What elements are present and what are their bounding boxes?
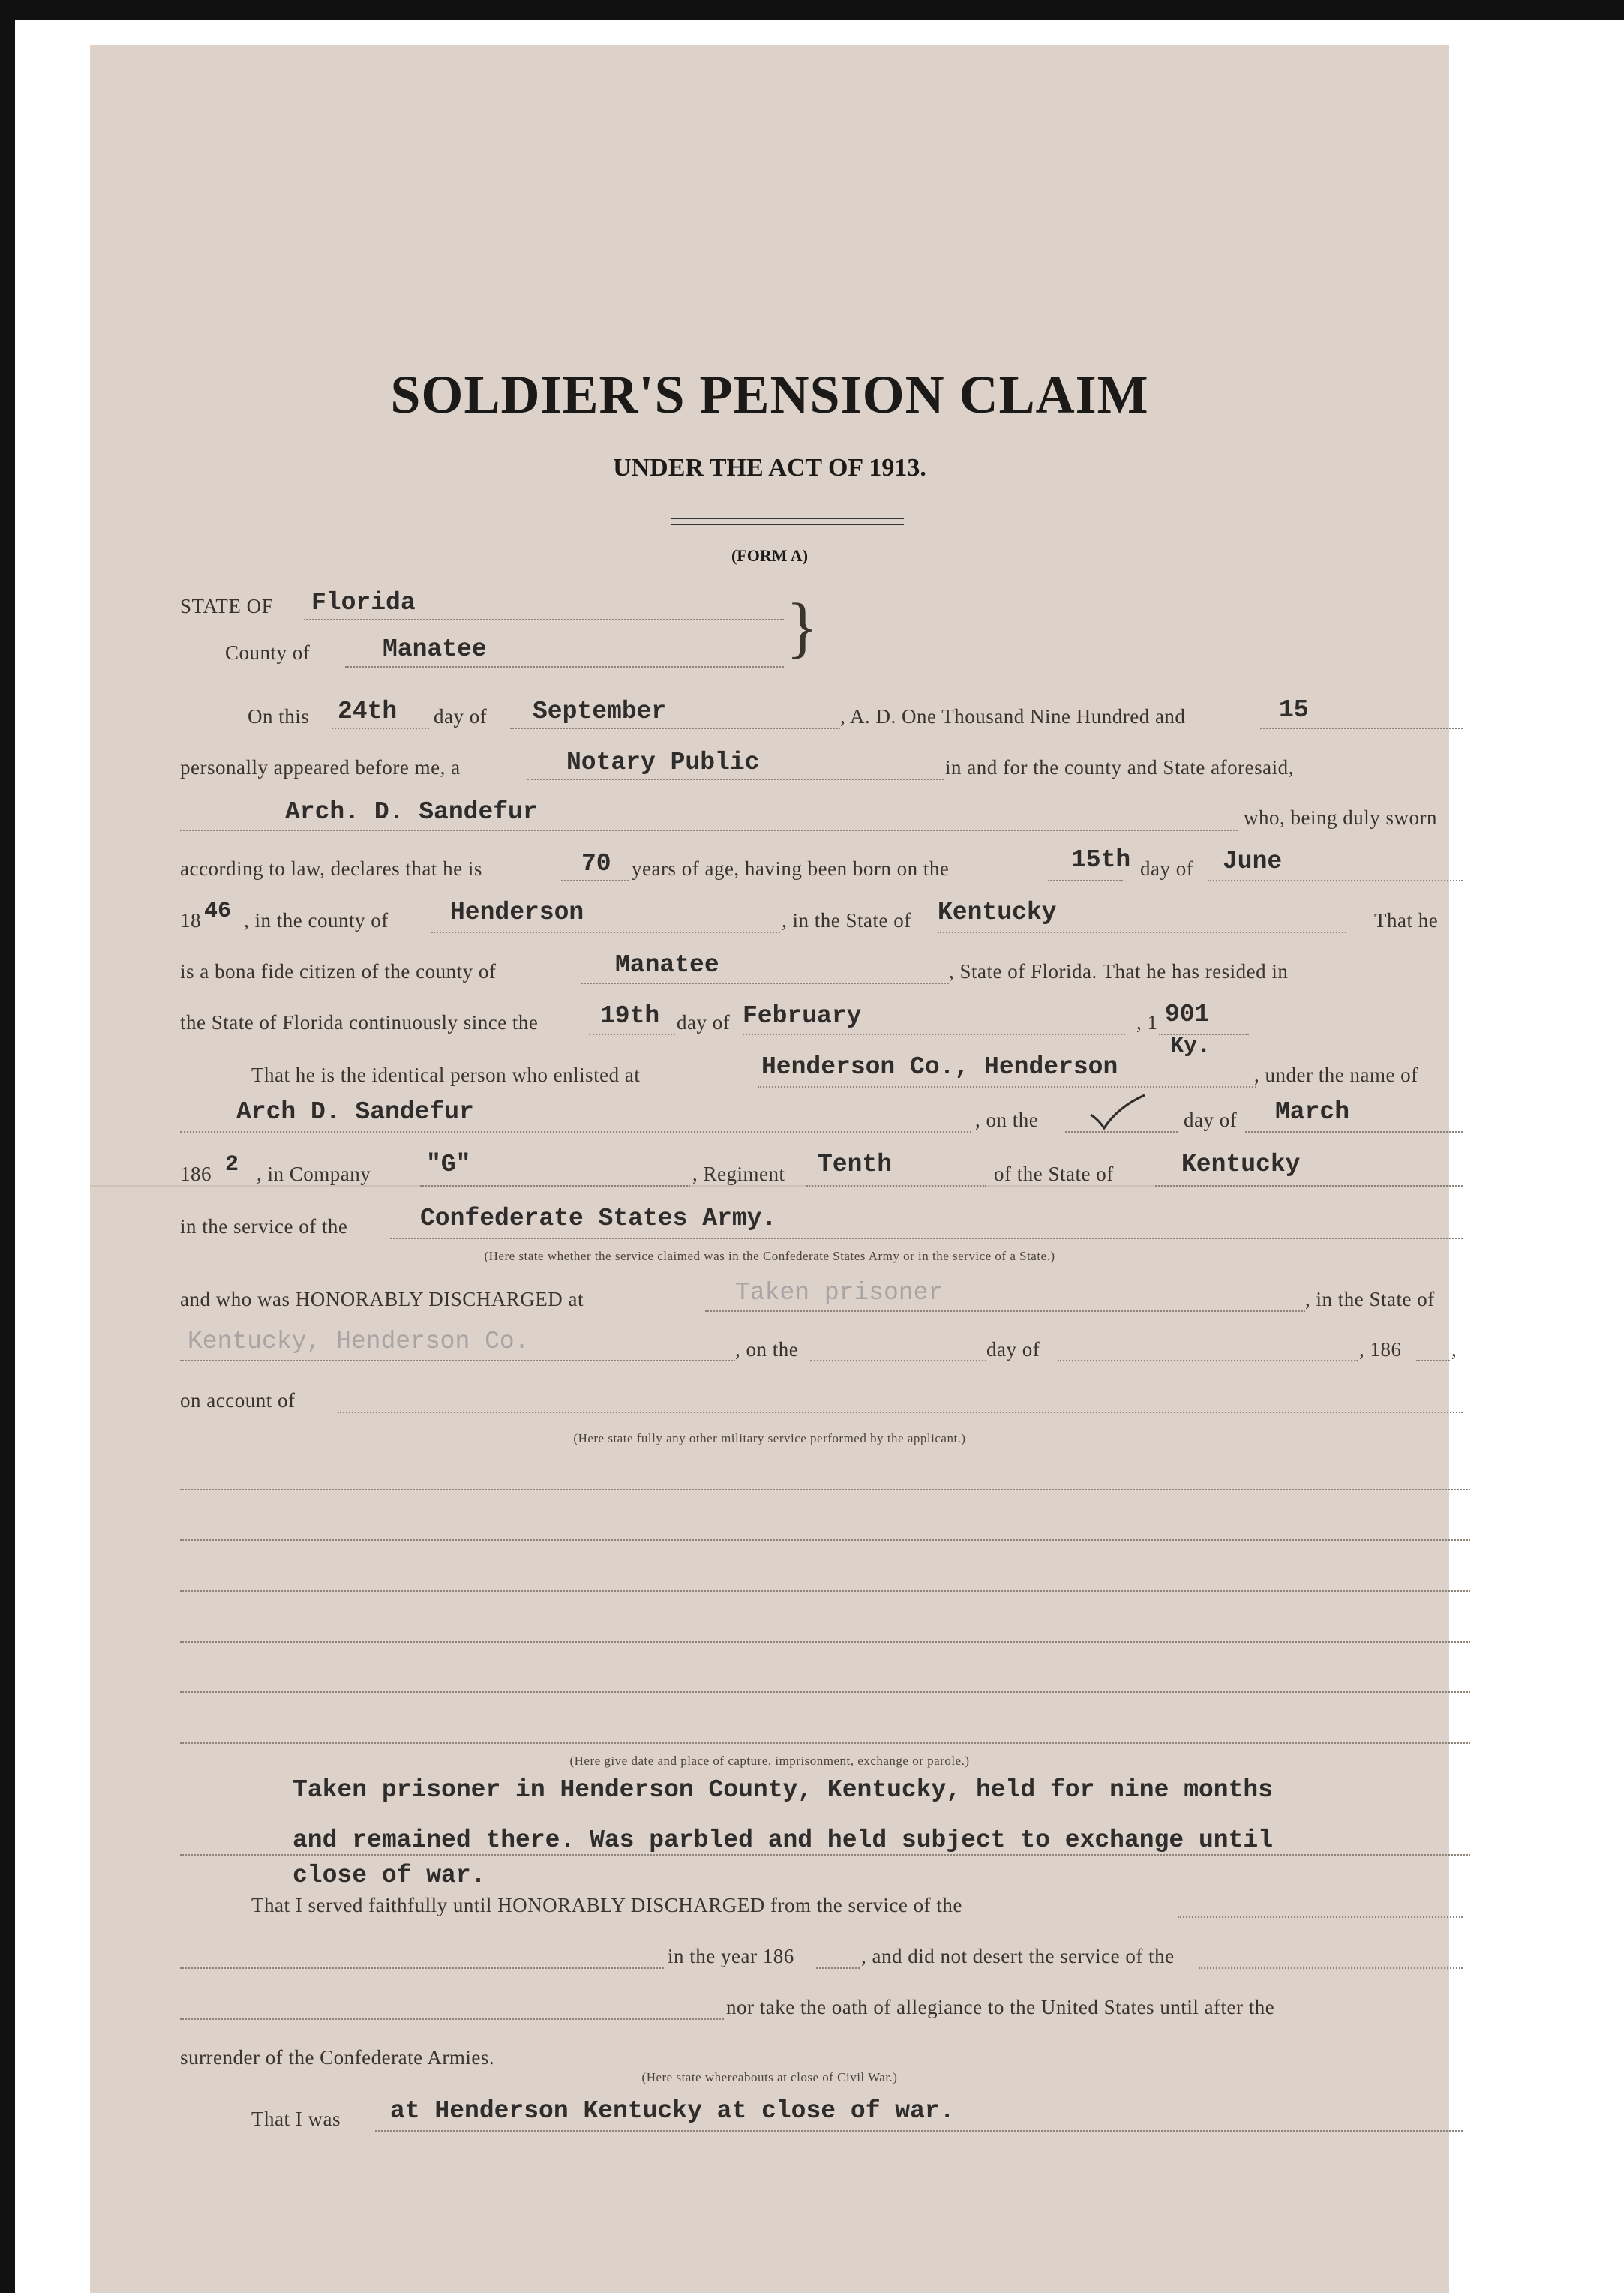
birth-state-line — [938, 932, 1346, 933]
text-comma-1: , 1 — [1136, 1011, 1158, 1034]
enlist-state-abbr[interactable]: Ky. — [1170, 1034, 1211, 1059]
form-subtitle: UNDER THE ACT OF 1913. — [613, 454, 926, 482]
service-line — [390, 1238, 1463, 1239]
birth-county-line — [431, 932, 780, 933]
residence-month-line — [743, 1034, 1125, 1035]
text-that-i-was: That I was — [251, 2108, 341, 2130]
text-on-the: , on the — [975, 1109, 1039, 1131]
narrative-line-1 — [180, 1854, 1470, 1856]
text-in-state: , in the State of — [782, 909, 911, 932]
text-in-county: , in the county of — [244, 909, 389, 932]
birth-month-line — [1208, 880, 1463, 881]
enlist-year[interactable]: 2 — [225, 1152, 239, 1178]
subtitle-rule — [671, 518, 904, 525]
oath-year[interactable]: 15 — [1279, 696, 1309, 724]
text-on-account: on account of — [180, 1389, 296, 1412]
text-day-of: day of — [434, 705, 488, 728]
service-branch[interactable]: Confederate States Army. — [420, 1205, 777, 1232]
claimant-age[interactable]: 70 — [581, 850, 611, 878]
oath-day[interactable]: 24th — [338, 698, 398, 725]
company[interactable]: "G" — [426, 1151, 471, 1178]
enlist-place[interactable]: Henderson Co., Henderson — [761, 1053, 1118, 1081]
text-appeared: personally appeared before me, a — [180, 756, 461, 779]
county-line — [345, 666, 784, 668]
enlist-month-line — [1245, 1131, 1463, 1133]
text-service-of: in the service of the — [180, 1215, 348, 1238]
birth-state[interactable]: Kentucky — [938, 899, 1057, 926]
pension-form-page — [90, 45, 1457, 2293]
text-18: 18 — [180, 909, 201, 932]
text-in-state-of: , in the State of — [1305, 1288, 1435, 1310]
blank-line-5 — [180, 1691, 1470, 1693]
served-service-line — [1178, 1916, 1463, 1918]
text-served-faithfully: That I served faithfully until HONORABLY DISCHARGED from the service of the — [251, 1894, 962, 1916]
form-label: (FORM A) — [731, 546, 809, 565]
enlist-name-line — [180, 1131, 971, 1133]
company-line — [420, 1185, 690, 1187]
claimant-name[interactable]: Arch. D. Sandefur — [285, 798, 538, 826]
state-label: STATE OF — [180, 595, 274, 617]
birth-year[interactable]: 46 — [204, 899, 232, 924]
regiment-line — [806, 1185, 986, 1187]
year-line — [1260, 728, 1463, 729]
blank-line-1 — [180, 1489, 1470, 1490]
state-line — [304, 619, 784, 620]
discharge-place[interactable]: Taken prisoner — [735, 1279, 944, 1307]
note-whereabouts: (Here state whereabouts at close of Civil War.) — [641, 2070, 898, 2084]
account-line — [338, 1412, 1463, 1413]
discharge-state-line — [180, 1360, 735, 1361]
narrative-text-1[interactable]: Taken prisoner in Henderson County, Kentucky, held for nine months — [293, 1776, 1274, 1804]
birth-month[interactable]: June — [1223, 848, 1283, 875]
text-day-of-3: day of — [677, 1011, 731, 1034]
month-line — [510, 728, 840, 729]
text-186-2: , 186 — [1359, 1338, 1402, 1361]
blank-line-2 — [180, 1539, 1470, 1541]
oath-month[interactable]: September — [533, 698, 667, 725]
text-on-the-2: , on the — [735, 1338, 799, 1361]
regiment[interactable]: Tenth — [818, 1151, 893, 1178]
text-company: , in Company — [257, 1163, 371, 1185]
text-under-name: , under the name of — [1254, 1064, 1418, 1086]
enlist-place-line — [758, 1086, 1256, 1088]
text-of-state: of the State of — [994, 1163, 1114, 1185]
blank-line-6 — [180, 1742, 1470, 1744]
residence-county-line — [581, 983, 949, 984]
scan-border-left — [0, 0, 15, 2293]
residence-month[interactable]: February — [743, 1002, 862, 1030]
text-that-he: That he — [1374, 909, 1439, 932]
county-label: County of — [225, 641, 311, 664]
text-discharged-at: and who was HONORABLY DISCHARGED at — [180, 1288, 584, 1310]
text-comma-2: , — [1451, 1338, 1457, 1361]
text-did-not-desert: , and did not desert the service of the — [861, 1945, 1175, 1967]
whereabouts-line — [375, 2130, 1463, 2132]
enlist-month[interactable]: March — [1275, 1098, 1350, 1126]
served-line-2 — [180, 1967, 664, 1969]
text-born: years of age, having been born on the — [632, 857, 950, 880]
oath-line — [180, 2018, 724, 2020]
county-value[interactable]: Manatee — [383, 635, 487, 663]
birth-county[interactable]: Henderson — [450, 899, 584, 926]
state-value[interactable]: Florida — [311, 589, 416, 617]
regiment-state[interactable]: Kentucky — [1181, 1151, 1301, 1178]
officer-line — [527, 779, 944, 780]
text-declares: according to law, declares that he is — [180, 857, 482, 880]
blank-line-3 — [180, 1590, 1470, 1592]
text-ad: , A. D. One Thousand Nine Hundred and — [840, 705, 1186, 728]
note-service-type: (Here state whether the service claimed was in the Confederate States Army or in the service of a State.) — [484, 1249, 1055, 1263]
discharge-state[interactable]: Kentucky, Henderson Co. — [188, 1328, 530, 1355]
text-day-of-2: day of — [1140, 857, 1194, 880]
discharge-place-line — [705, 1310, 1305, 1312]
text-in-year: in the year 186 — [668, 1945, 794, 1967]
residence-day[interactable]: 19th — [600, 1002, 660, 1030]
whereabouts-value[interactable]: at Henderson Kentucky at close of war. — [390, 2097, 955, 2125]
form-title: SOLDIER'S PENSION CLAIM — [390, 365, 1149, 425]
text-resided: , State of Florida. That he has resided in — [949, 960, 1289, 983]
residence-year[interactable]: 901 — [1165, 1001, 1210, 1028]
text-enlisted: That he is the identical person who enlisted at — [251, 1064, 641, 1086]
checkmark-icon — [1088, 1092, 1148, 1134]
text-186: 186 — [180, 1163, 212, 1185]
birth-day-line — [1048, 880, 1123, 881]
text-oath: nor take the oath of allegiance to the United States until after the — [726, 1996, 1275, 2018]
blank-line-4 — [180, 1641, 1470, 1643]
day-line — [332, 728, 429, 729]
brace: } — [786, 590, 819, 665]
served-year-line — [816, 1967, 860, 1969]
text-sworn: who, being duly sworn — [1244, 806, 1437, 829]
name-line — [180, 830, 1238, 831]
discharge-year-line — [1416, 1360, 1450, 1361]
text-on-this: On this — [248, 705, 310, 728]
text-day-of-4: day of — [1184, 1109, 1238, 1131]
scan-border-top — [0, 0, 1624, 20]
residence-county[interactable]: Manatee — [615, 951, 719, 979]
regiment-state-line — [1155, 1185, 1463, 1187]
note-capture: (Here give date and place of capture, imprisonment, exchange or parole.) — [569, 1754, 970, 1768]
text-day-of-5: day of — [986, 1338, 1040, 1361]
text-surrender: surrender of the Confederate Armies. — [180, 2046, 495, 2069]
desert-service-line — [1199, 1967, 1463, 1969]
officer-title[interactable]: Notary Public — [566, 749, 760, 776]
narrative-text-3[interactable]: close of war. — [293, 1862, 486, 1889]
text-county-state: in and for the county and State aforesaid, — [945, 756, 1294, 779]
discharge-month-line — [1058, 1360, 1358, 1361]
note-other-service: (Here state fully any other military service performed by the applicant.) — [573, 1431, 966, 1445]
text-since: the State of Florida continuously since the — [180, 1011, 539, 1034]
birth-day[interactable]: 15th — [1071, 846, 1131, 874]
discharge-day-line — [810, 1360, 986, 1361]
enlist-name[interactable]: Arch D. Sandefur — [236, 1098, 474, 1126]
residence-day-line — [589, 1034, 675, 1035]
age-line — [561, 880, 629, 881]
narrative-text-2[interactable]: and remained there. Was parbled and held subject to exchange until — [293, 1826, 1274, 1854]
text-regiment: , Regiment — [692, 1163, 785, 1185]
text-citizen: is a bona fide citizen of the county of — [180, 960, 497, 983]
